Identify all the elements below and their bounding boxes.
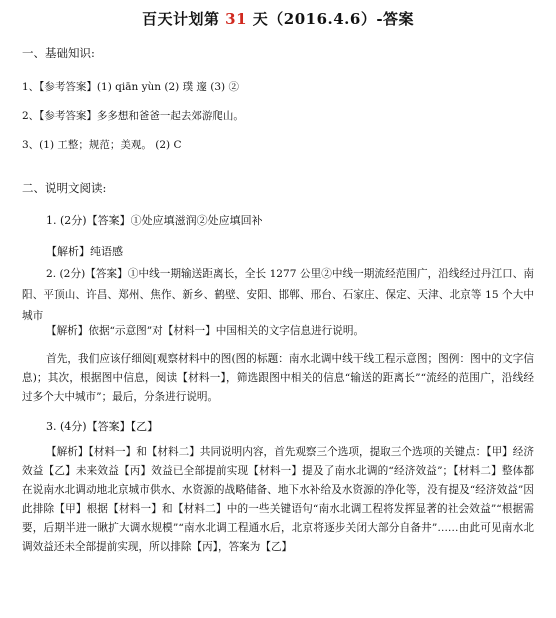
section2-heading: 二、说明文阅读: [22,181,107,195]
section1-item-2: 2、【参考答案】多多想和爸爸一起去郊游爬山。 [22,110,244,122]
q1-analysis: 【解析】纯语感 [46,245,123,258]
document-title [0,8,556,29]
q1-answer: 1. (2分)【答案】①处应填滋润②处应填回补 [46,214,263,227]
q2-answer [22,264,534,327]
q3-answer: 3. (4分)【答案】【乙】 [46,420,159,433]
q2-analysis [22,322,534,341]
section1-item-1: 1、【参考答案】(1) qiān yùn (2) 璞 邃 (3) ② [22,81,239,93]
title-day-number: 31 [225,10,248,28]
q3-analysis-text: 【解析】【材料一】和【材料二】共同说明内容，首先观察三个选项，提取三个选项的关键点：【甲】经济效益【乙】未来效益【丙】效益已全部提前实现【材料一】提及了南水北调的“经济效益”；【材料二】整体都在说南水北调动地北京城市供水、水资源的战略储备、地下水补给及水资源的净化等，没有提及“经济效益”因此排除【甲】根据【材料一】和【材料二】中的一些关键语句“南水北调工程将发挥显著的社会效益”“根据需要，后期半进一瞅扩大调水规模”“南水北调工程通水后，北京将逐步关闭大部分自备井”……由此可见南水北调效益还未全部提前实现，所以排除【丙】，答案为【乙】 [22,446,534,553]
section1-heading: 一、基础知识: [22,46,95,60]
q2-analysis-text: 【解析】依据“示意图”对【材料一】中国相关的文字信息进行说明。 [46,325,365,337]
title-prefix: 百天计划第 [141,10,226,28]
title-suffix: 天（2016.4.6）-答案 [247,10,415,28]
q2-explain-text: 首先，我们应该仔细阅[观察材料中的图(图的标题：南水北调中线干线工程示意图；图例：图中的文字信息)；其次，根据图中信息，阅读【材料一】，筛选跟图中相关的信息“输送的距离长”“流经的范围广，沿线经过多个大中城市”；最后，分条进行说明。 [22,353,534,403]
section1-item-3: 3、(1) 工整；规范；美观。 (2) C [22,139,182,151]
q2-explain [22,350,534,407]
q3-analysis [22,443,534,557]
q2-answer-text: 2. (2分)【答案】①中线一期输送距离长，全长 1277 公里②中线一期流经范围广，沿线经过丹江口、南阳、平顶山、许昌、郑州、焦作、新乡、鹤壁、安阳、邯郸、邢台、石家庄、保定、天津、北京等 15 个大中城市 [22,268,534,322]
